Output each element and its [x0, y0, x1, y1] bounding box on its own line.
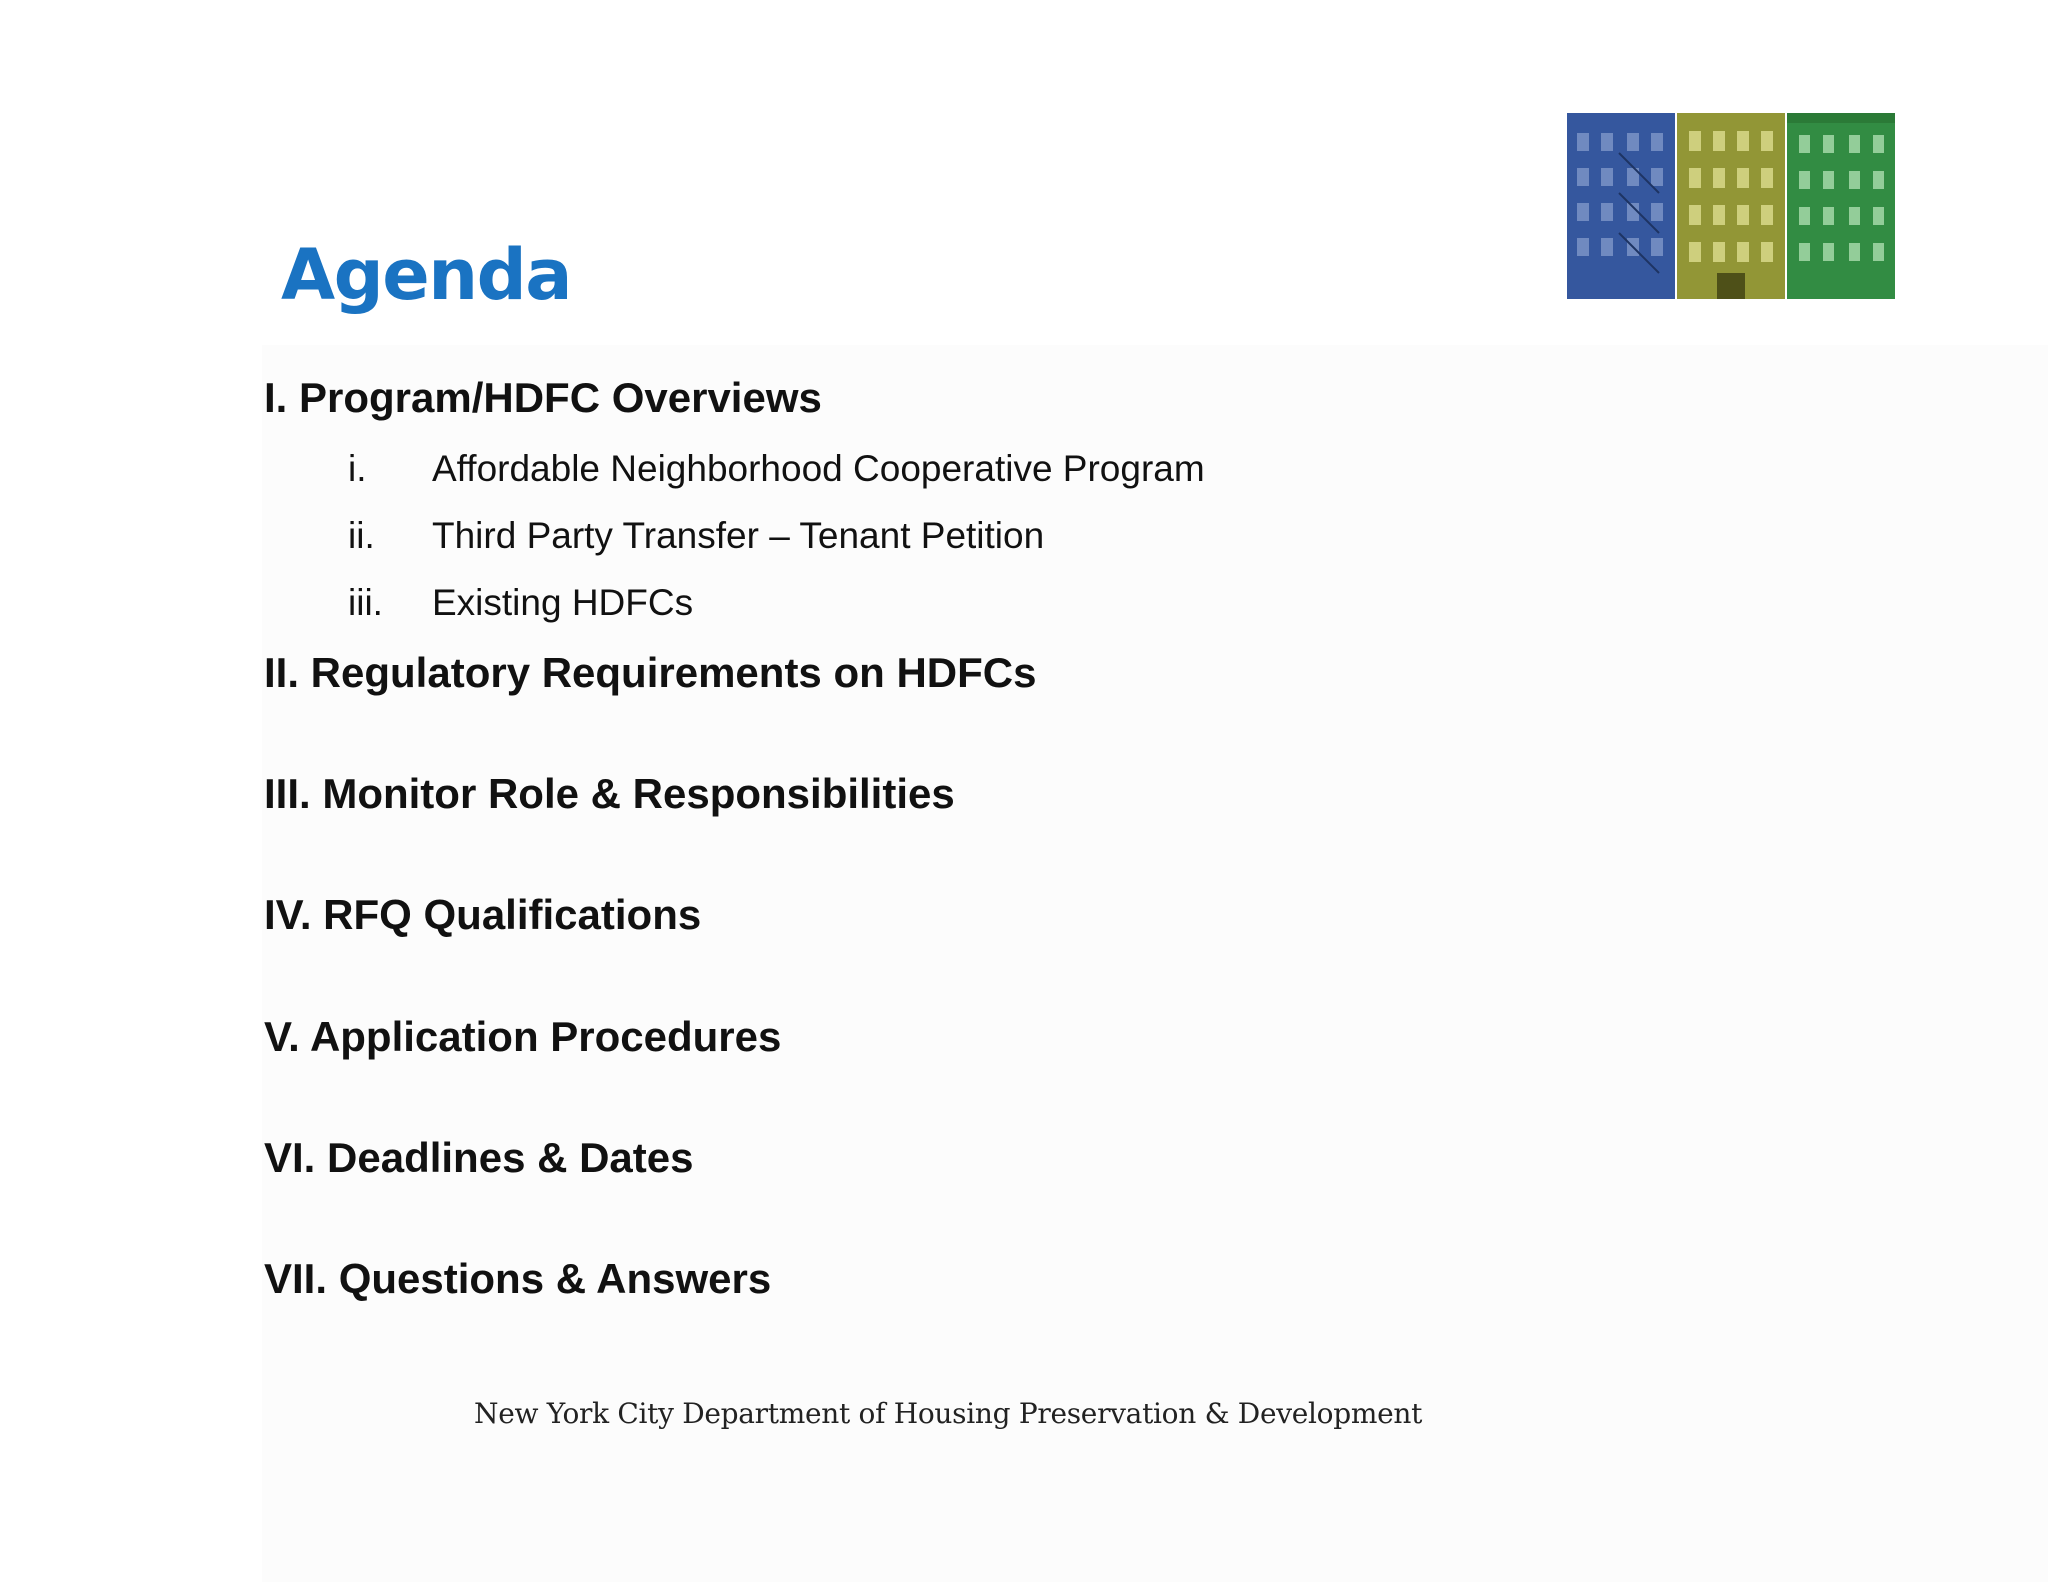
agenda-section-3: III. Monitor Role & Responsibilities	[264, 770, 955, 817]
logo-panel-olive	[1677, 113, 1785, 299]
agenda-section-6: VI. Deadlines & Dates	[264, 1134, 694, 1181]
subitem-number: iii.	[348, 582, 383, 623]
subitem-label: Third Party Transfer – Tenant Petition	[432, 515, 1045, 556]
subitem-label: Affordable Neighborhood Cooperative Program	[432, 448, 1205, 489]
agenda-section-5: V. Application Procedures	[264, 1013, 782, 1060]
agenda-section-7: VII. Questions & Answers	[264, 1255, 772, 1302]
subitem-number: i.	[348, 448, 367, 489]
logo-panel-blue	[1567, 113, 1675, 299]
building-photo-triptych-icon	[1567, 113, 1895, 299]
agenda-section-2: II. Regulatory Requirements on HDFCs	[264, 649, 1037, 696]
agenda-section-4: IV. RFQ Qualifications	[264, 891, 702, 938]
subitem-label: Existing HDFCs	[432, 582, 694, 623]
logo-panel-green	[1787, 113, 1895, 299]
footer-organization: New York City Department of Housing Preservation & Development	[474, 1397, 1423, 1430]
slide-title: Agenda	[281, 234, 571, 316]
agenda-section-1: I. Program/HDFC Overviews	[264, 374, 822, 421]
subitem-number: ii.	[348, 515, 375, 556]
